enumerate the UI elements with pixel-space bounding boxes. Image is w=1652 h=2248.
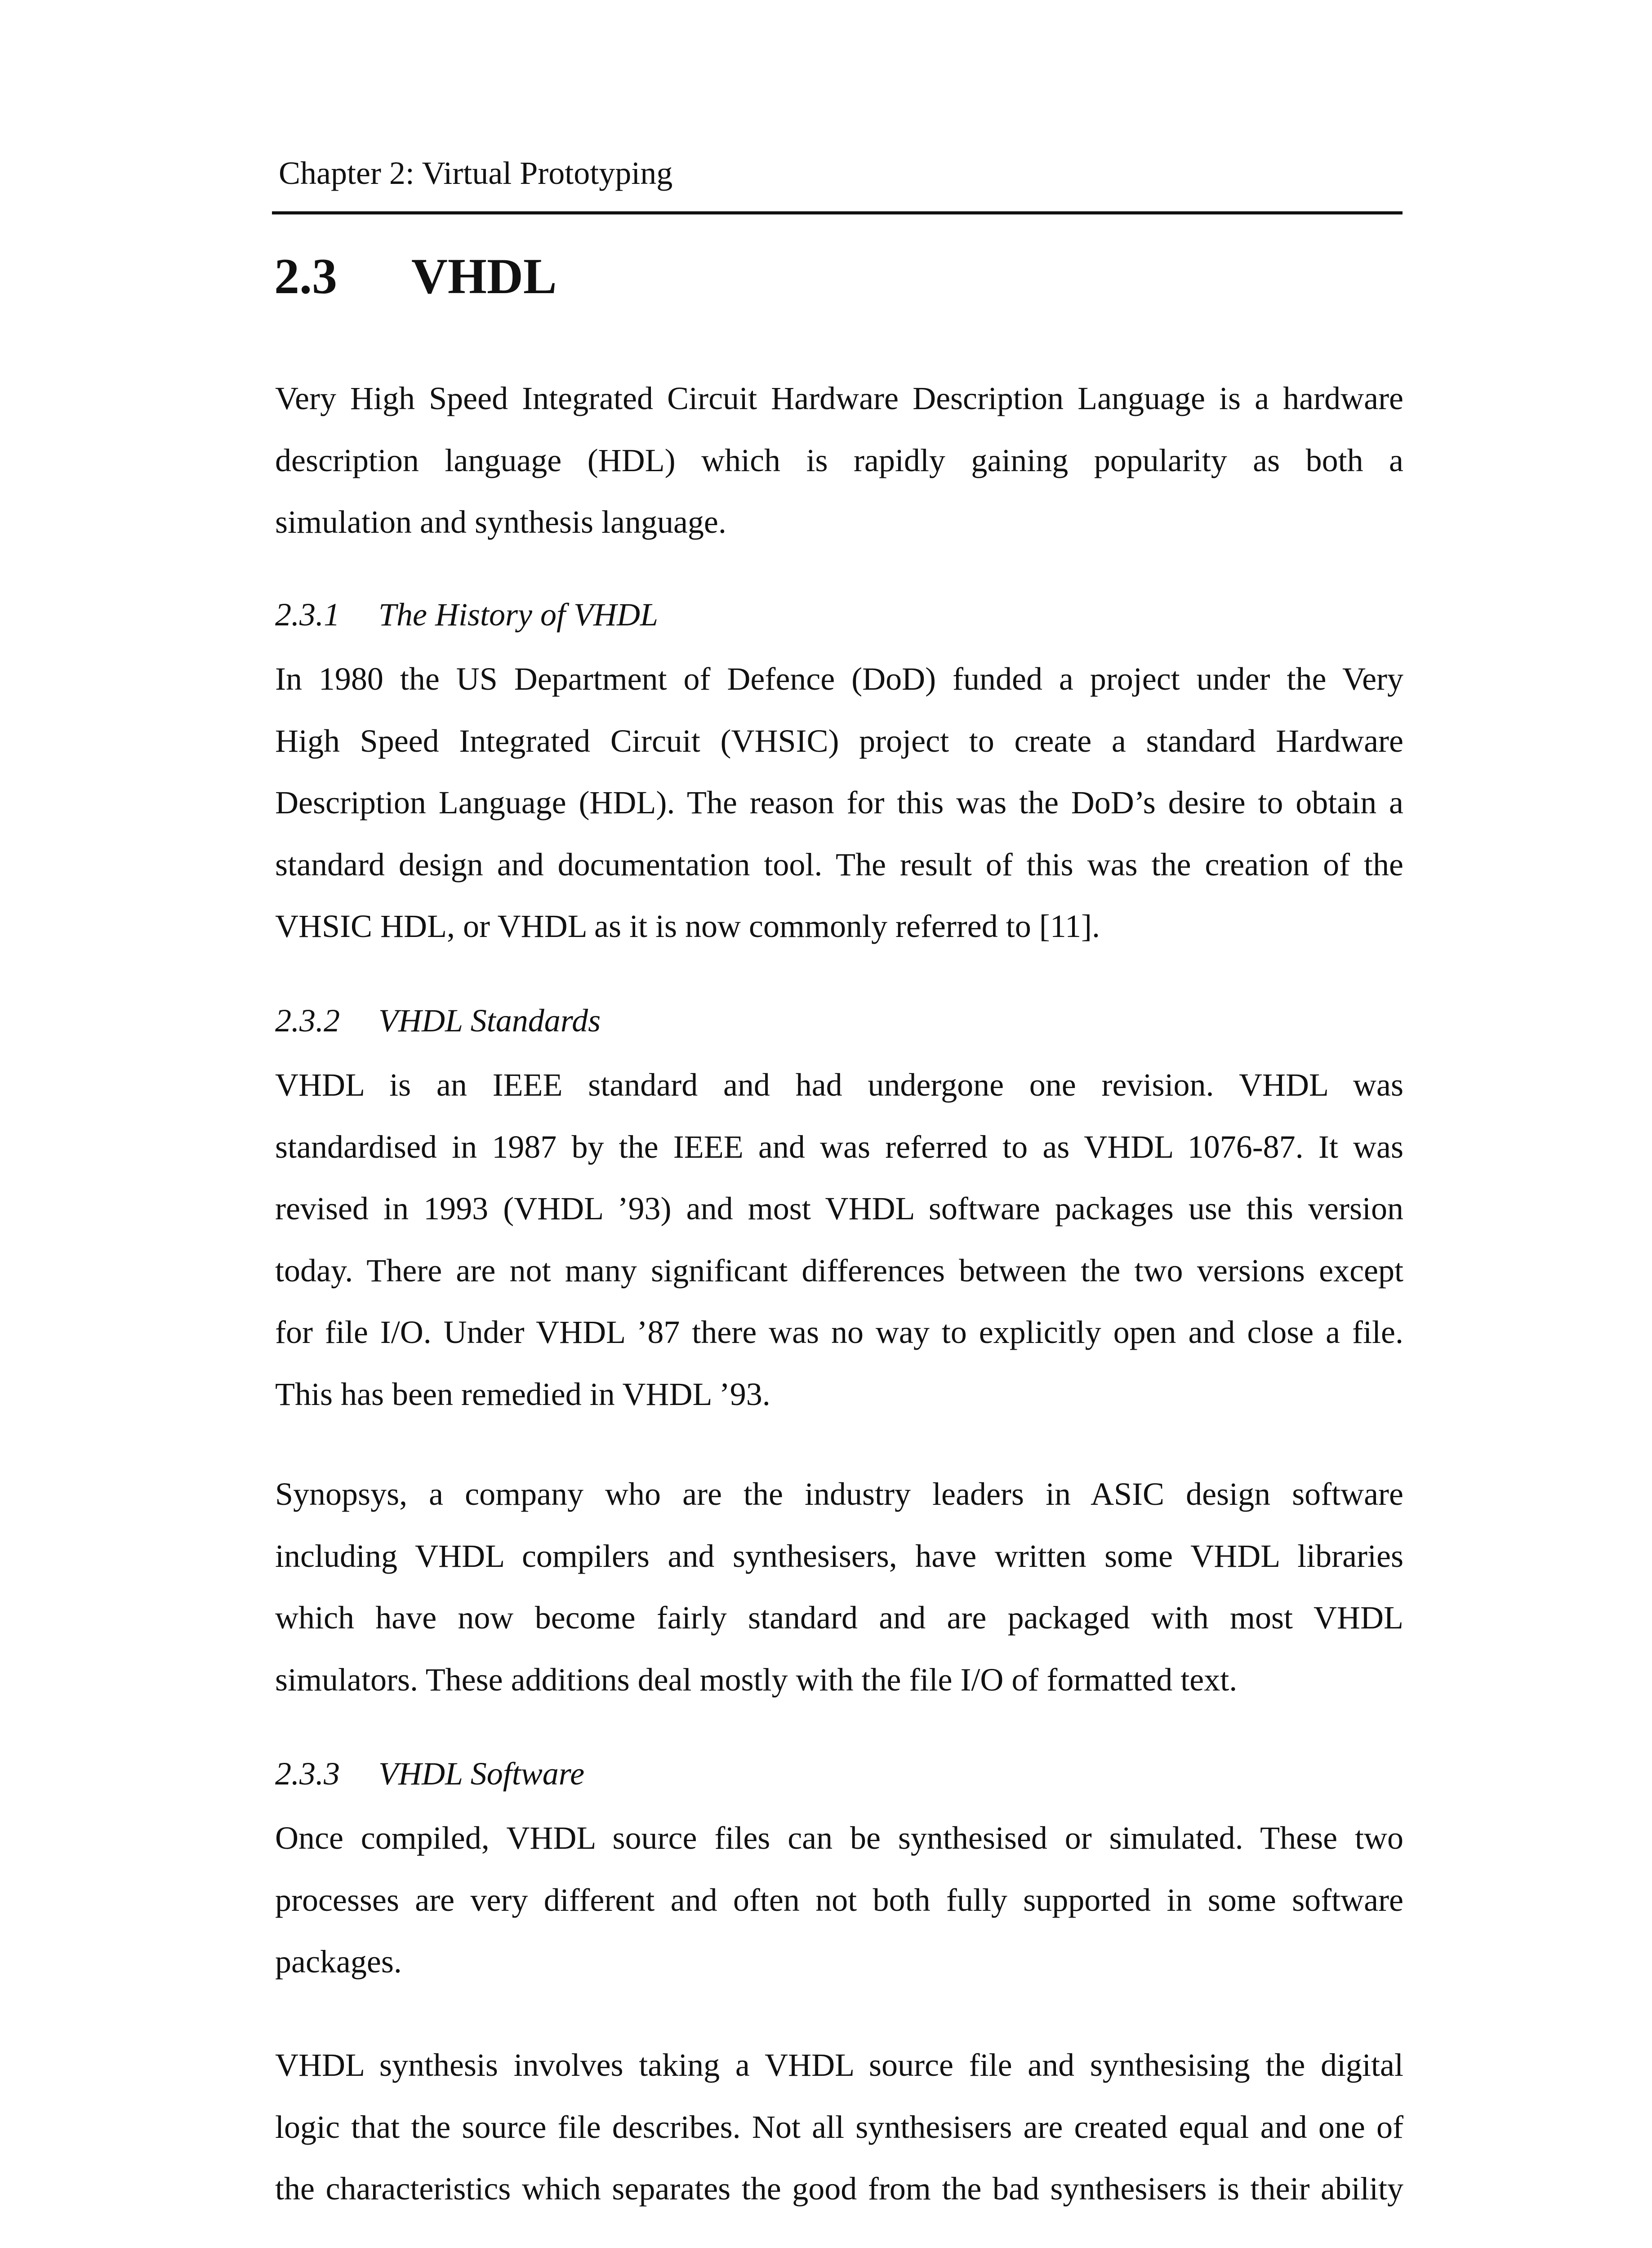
- subsection-heading-software: [275, 1753, 584, 1794]
- standards-paragraph-2: [275, 1463, 1403, 1711]
- text-line: High Speed Integrated Circuit (VHSIC) project to create a standard Hardware: [275, 723, 1403, 759]
- subsection-title: The History of VHDL: [378, 597, 659, 633]
- subsection-number: 2.3.3: [275, 1756, 340, 1792]
- section-number: 2.3: [274, 249, 337, 304]
- subsection-title: VHDL Standards: [378, 1003, 601, 1039]
- text-line: Very High Speed Integrated Circuit Hardware Description Language is a hardware: [275, 380, 1403, 416]
- section-title: VHDL: [411, 249, 557, 304]
- text-line: revised in 1993 (VHDL ’93) and most VHDL software packages use this version: [275, 1191, 1403, 1227]
- software-paragraph-2: [275, 2034, 1403, 2220]
- text-line: VHDL is an IEEE standard and had undergone one revision. VHDL was: [275, 1067, 1403, 1103]
- text-line: simulation and synthesis language.: [275, 504, 726, 540]
- text-line: the characteristics which separates the good from the bad synthesisers is their ability: [275, 2171, 1403, 2207]
- header-rule: [272, 211, 1403, 214]
- subsection-number: 2.3.1: [275, 597, 340, 633]
- text-line: This has been remedied in VHDL ’93.: [275, 1376, 770, 1412]
- software-paragraph-1: [275, 1807, 1403, 1993]
- text-line: packages.: [275, 1944, 402, 1980]
- text-line: VHSIC HDL, or VHDL as it is now commonly referred to [11].: [275, 908, 1100, 944]
- text-line: processes are very different and often not both fully supported in some software: [275, 1882, 1403, 1918]
- text-line: including VHDL compilers and synthesisers, have written some VHDL libraries: [275, 1538, 1403, 1574]
- text-line: which have now become fairly standard and are packaged with most VHDL: [275, 1600, 1403, 1636]
- text-line: simulators. These additions deal mostly with the file I/O of formatted text.: [275, 1661, 1238, 1698]
- text-line: standard design and documentation tool. The result of this was the creation of the: [275, 846, 1403, 883]
- text-line: standardised in 1987 by the IEEE and was referred to as VHDL 1076-87. It was: [275, 1128, 1403, 1165]
- text-line: Synopsys, a company who are the industry leaders in ASIC design software: [275, 1476, 1403, 1512]
- text-line: VHDL synthesis involves taking a VHDL source file and synthesising the digital: [275, 2047, 1403, 2083]
- text-line: In 1980 the US Department of Defence (DoD) funded a project under the Very: [275, 661, 1403, 697]
- text-line: description language (HDL) which is rapidly gaining popularity as both a: [275, 442, 1403, 478]
- intro-paragraph: [275, 368, 1403, 553]
- text-line: Description Language (HDL). The reason for this was the DoD’s desire to obtain a: [275, 785, 1403, 821]
- subsection-number: 2.3.2: [275, 1003, 340, 1039]
- text-line: today. There are not many significant differences between the two versions except: [275, 1252, 1403, 1289]
- subsection-heading-history: [275, 594, 658, 635]
- running-header: Chapter 2: Virtual Prototyping: [279, 155, 673, 191]
- standards-paragraph-1: [275, 1054, 1403, 1425]
- subsection-title: VHDL Software: [378, 1756, 585, 1792]
- section-heading: [274, 245, 557, 308]
- history-paragraph: [275, 648, 1403, 958]
- text-line: logic that the source file describes. Not all synthesisers are created equal and one of: [275, 2109, 1403, 2145]
- subsection-heading-standards: [275, 1000, 601, 1041]
- text-line: Once compiled, VHDL source files can be synthesised or simulated. These two: [275, 1820, 1403, 1856]
- text-line: for file I/O. Under VHDL ’87 there was no way to explicitly open and close a file.: [275, 1314, 1403, 1350]
